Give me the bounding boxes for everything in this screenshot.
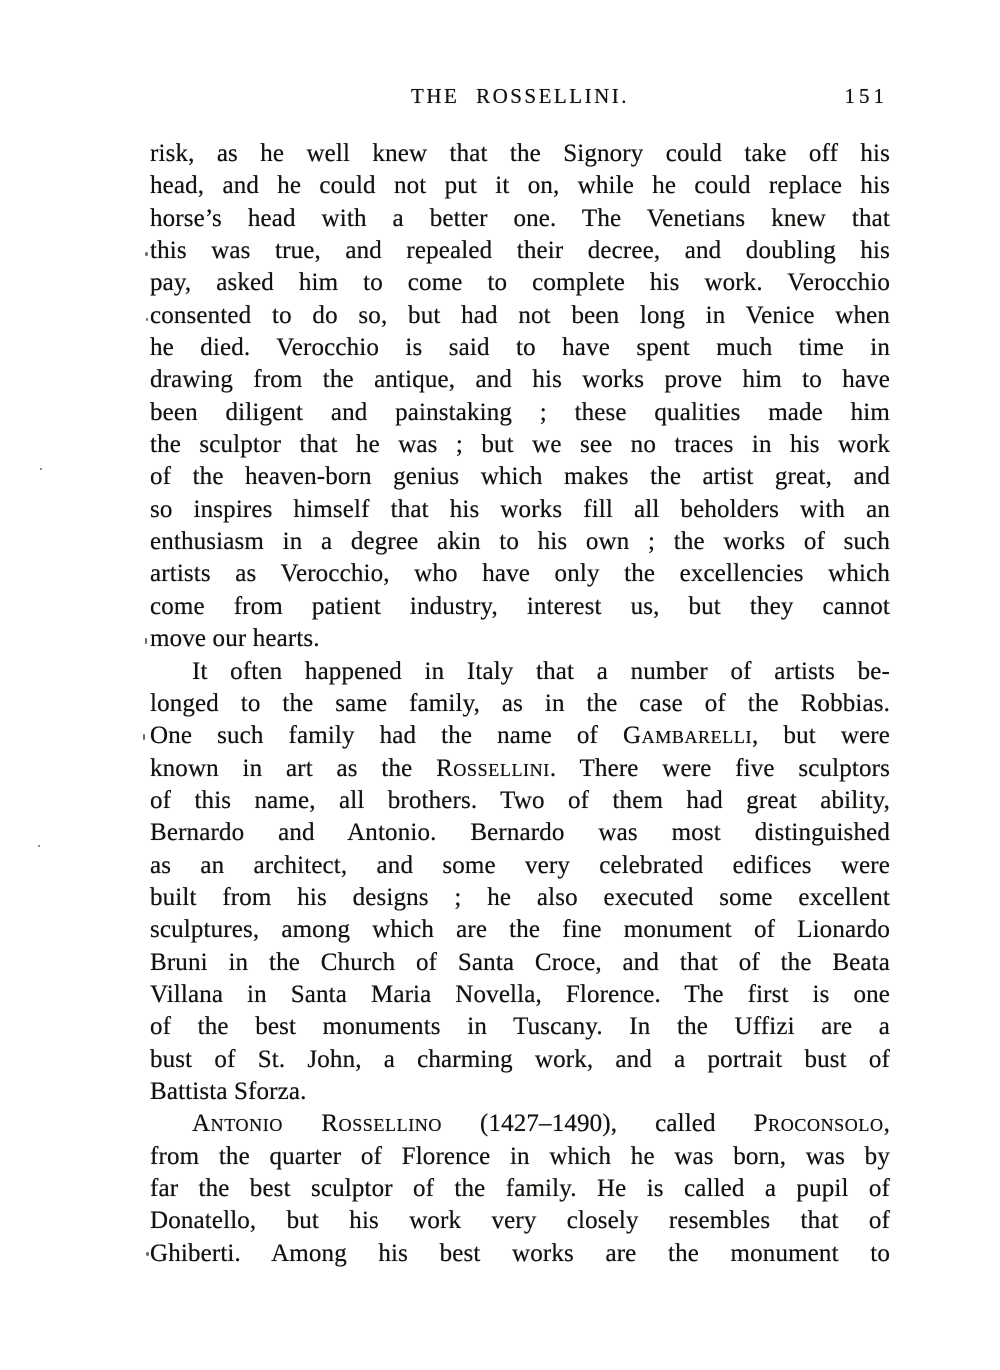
text-block (150, 138, 890, 1270)
text-line: artists as Verocchio, who have only the excellencies which (150, 560, 890, 588)
small-caps-text: Gambarelli (622, 722, 753, 750)
text-line: Villana in Santa Maria Novella, Florence. The first is one (150, 980, 890, 1008)
text-line: come from patient industry, interest us, but they cannot (150, 592, 890, 620)
scan-speck (40, 468, 42, 470)
scan-speck (143, 734, 145, 740)
text-line: Antonio Rossellino (1427–1490), called Proconsolo, (192, 1110, 890, 1138)
text-line: Bernardo and Antonio. Bernardo was most distinguished (150, 819, 890, 847)
text-line: enthusiasm in a degree akin to his own ; the works of such (150, 528, 890, 556)
text-line: this was true, and repealed their decree, and doubling his (150, 237, 890, 265)
scan-speck (146, 1252, 149, 1256)
text-line: Battista Sforza. (150, 1077, 307, 1105)
paragraph (150, 656, 890, 1109)
scan-speck (146, 318, 148, 321)
small-caps-text: Antonio Rossellino (192, 1110, 442, 1138)
small-caps-text: Proconsolo (753, 1110, 884, 1138)
text-line: he died. Verocchio is said to have spent much time in (150, 334, 890, 362)
text-line: far the best sculptor of the family. He is called a pupil of (150, 1175, 890, 1202)
text-line: consented to do so, but had not been long in Venice when (150, 301, 890, 329)
small-caps-text: Rossellini (436, 754, 550, 782)
text-line: head, and he could not put it on, while he could replace his (150, 172, 890, 200)
text-line: of this name, all brothers. Two of them had great ability, (150, 786, 890, 814)
text-line: risk, as he well knew that the Signory could take off his (150, 140, 890, 167)
text-line: as an architect, and some very celebrated edifices were (150, 851, 890, 879)
text-line: known in art as the Rossellini. There were five sculptors (150, 754, 891, 782)
page-header (150, 84, 890, 116)
text-line: One such family had the name of Gambarelli, but were (150, 722, 890, 750)
paragraph (150, 138, 890, 656)
page-number: 151 (844, 84, 888, 108)
text-line: horse’s head with a better one. The Venetians knew that (150, 204, 890, 232)
text-line: pay, asked him to come to complete his work. Verocchio (150, 269, 890, 297)
text-line: move our hearts. (150, 625, 320, 653)
text-line: so inspires himself that his works fill all beholders with an (150, 495, 890, 523)
text-line: It often happened in Italy that a number of artists be- (192, 657, 890, 685)
text-line: from the quarter of Florence in which he was born, was by (150, 1142, 890, 1170)
text-line: bust of St. John, a charming work, and a portrait bust of (150, 1045, 890, 1073)
text-line: longed to the same family, as in the case of the Robbias. (150, 689, 890, 717)
text-line: drawing from the antique, and his works prove him to have (150, 366, 890, 394)
running-head-title: THE ROSSELLINI. (411, 84, 629, 108)
scan-speck (145, 638, 147, 644)
text-line: been diligent and painstaking ; these qualities made him (150, 398, 890, 426)
scan-speck (38, 845, 40, 847)
text-line: built from his designs ; he also executed some excellent (150, 883, 890, 911)
scan-speck (145, 252, 148, 256)
paragraph (150, 1108, 890, 1270)
text-line: the sculptor that he was ; but we see no traces in his work (150, 431, 890, 459)
text-line: of the best monuments in Tuscany. In the Uffizi are a (150, 1013, 890, 1041)
text-line: Bruni in the Church of Santa Croce, and that of the Beata (150, 948, 890, 976)
text-line: Donatello, but his work very closely resembles that of (150, 1207, 890, 1235)
text-line: sculptures, among which are the fine monument of Lionardo (150, 916, 890, 944)
text-line: of the heaven-born genius which makes the artist great, and (150, 463, 890, 491)
text-line: Ghiberti. Among his best works are the monument to (150, 1239, 890, 1267)
